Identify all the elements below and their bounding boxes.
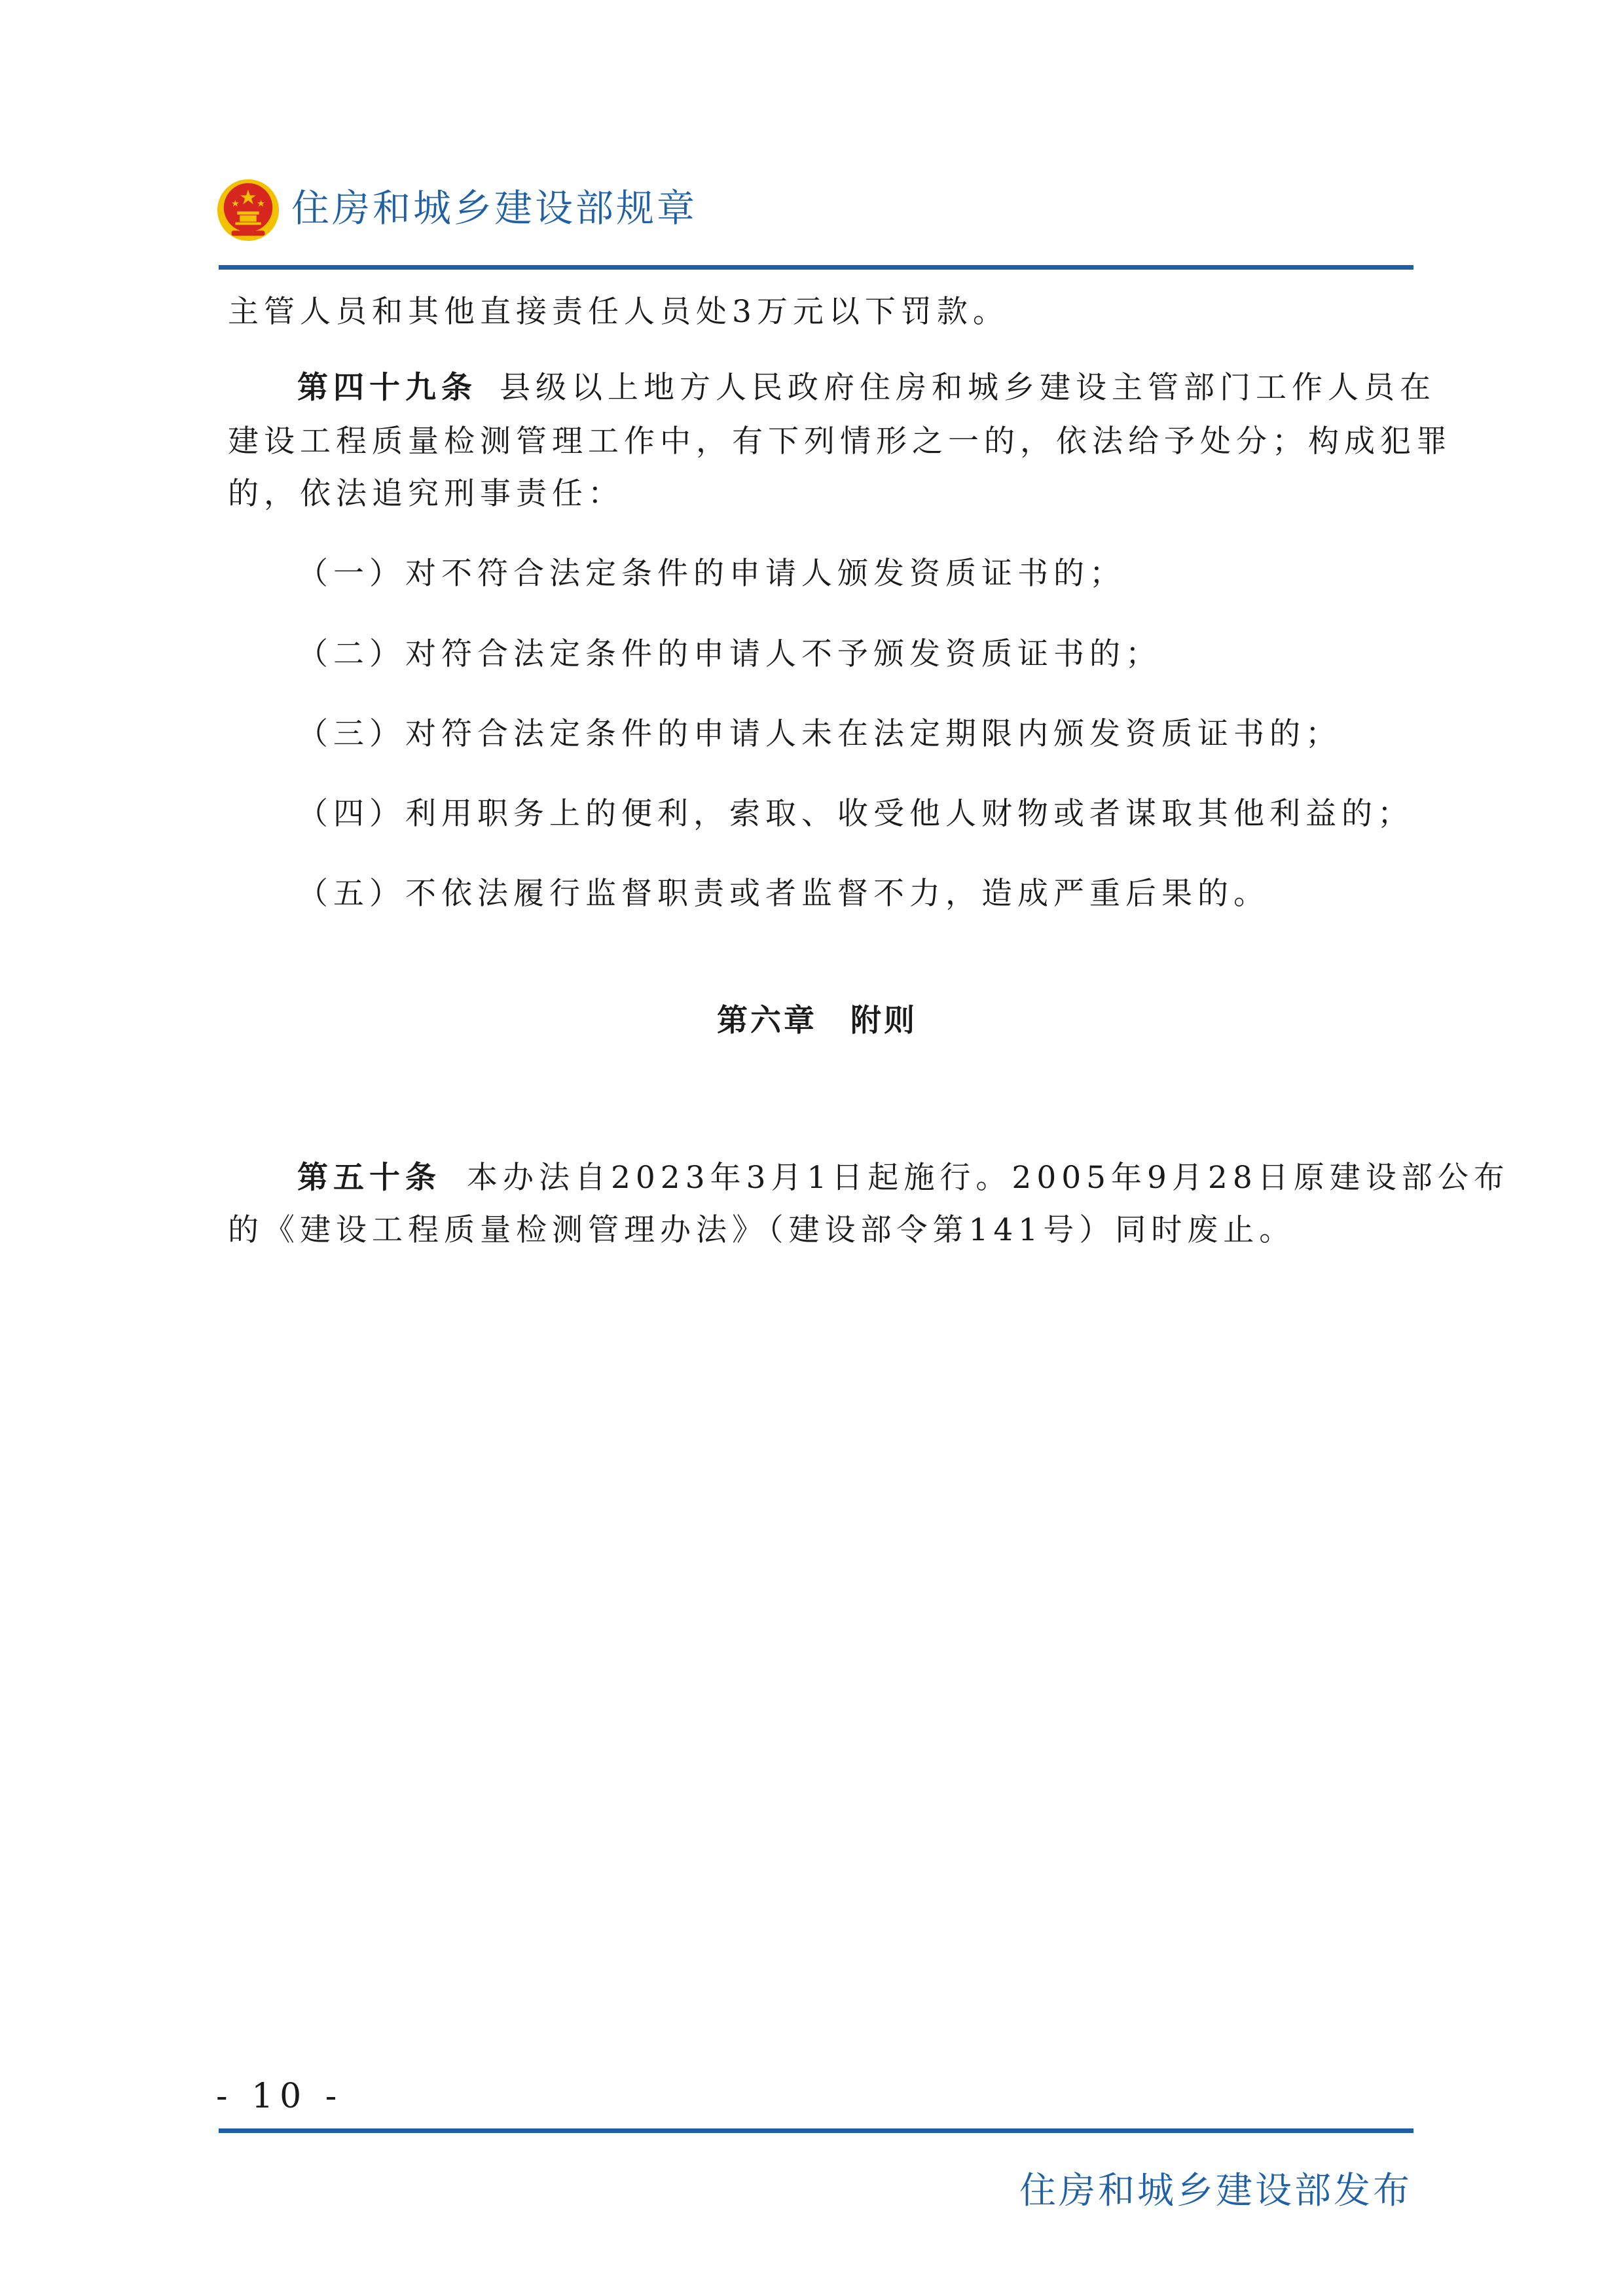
article-50-line-2: 的《建设工程质量检测管理办法》（建设部令第141号）同时废止。 (228, 1212, 1296, 1248)
article-49-line-1: 县级以上地方人民政府住房和城乡建设主管部门工作人员在 (500, 370, 1436, 406)
footer-divider (219, 2128, 1413, 2133)
article-49-heading: 第四十九条 (297, 370, 477, 406)
continuation-text: 主管人员和其他直接责任人员处3万元以下罚款。 (228, 294, 1009, 330)
article-49-item-1: （一）对不符合法定条件的申请人颁发资质证书的； (297, 556, 1125, 592)
header-divider (219, 265, 1413, 270)
footer-publisher: 住房和城乡建设部发布 (1019, 2170, 1412, 2212)
national-emblem-icon (216, 178, 280, 242)
chapter-heading: 第六章 附则 (717, 1003, 917, 1039)
article-49-item-3: （三）对符合法定条件的申请人未在法定期限内颁发资质证书的； (297, 716, 1341, 752)
article-50-line-1: 本办法自2023年3月1日起施行。2005年9月28日原建设部公布 (467, 1160, 1510, 1196)
article-49-item-2: （二）对符合法定条件的申请人不予颁发资质证书的； (297, 636, 1161, 672)
article-49-line-2: 建设工程质量检测管理工作中，有下列情形之一的，依法给予处分；构成犯罪 (228, 423, 1452, 459)
article-50-heading: 第五十条 (297, 1160, 441, 1196)
header-title: 住房和城乡建设部规章 (291, 186, 698, 230)
article-49-item-5: （五）不依法履行监督职责或者监督不力，造成严重后果的。 (297, 876, 1269, 912)
page-number: - 10 - (216, 2077, 344, 2116)
article-49-line-3: 的，依法追究刑事责任： (228, 476, 624, 512)
article-49-item-4: （四）利用职务上的便利，索取、收受他人财物或者谋取其他利益的； (297, 796, 1413, 832)
